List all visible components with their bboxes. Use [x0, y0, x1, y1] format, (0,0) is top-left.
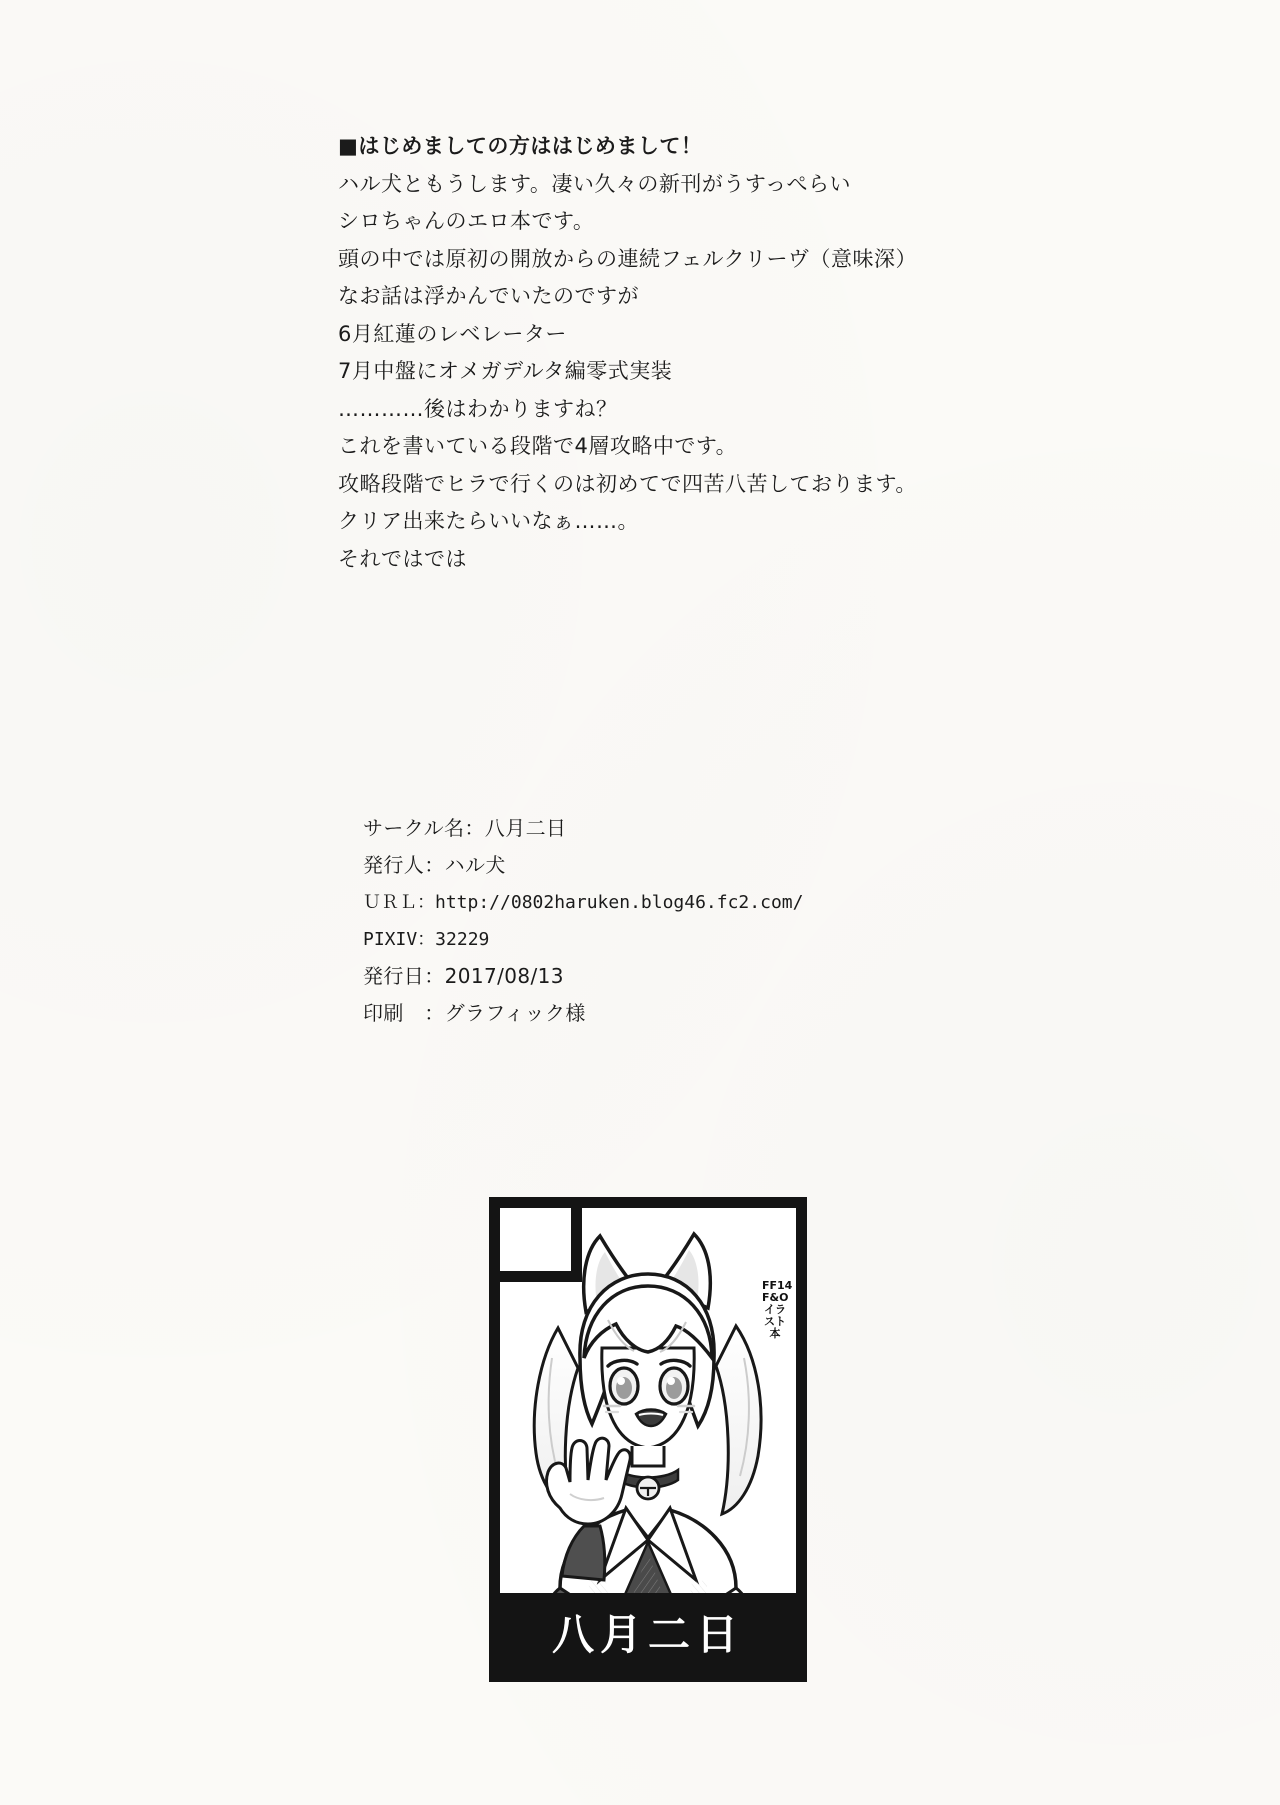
- afterword-text-block: [338, 128, 978, 578]
- afterword-line: 7月中盤にオメガデルタ編零式実装: [338, 359, 673, 383]
- cover-thumbnail: [489, 1197, 807, 1682]
- afterword-line: それではでは: [338, 546, 467, 571]
- afterword-line: 頭の中では原初の開放からの連続フェルクリーヴ（意味深）: [338, 246, 918, 271]
- afterword-line: 6月紅蓮のレベレーター: [338, 321, 567, 346]
- afterword-line: ■はじめましての方ははじめまして！: [338, 134, 703, 158]
- colophon-url: ＵＲＬ：http://0802haruken.blog46.fc2.com/: [363, 892, 804, 913]
- colophon-publisher: 発行人：ハル犬: [363, 853, 506, 877]
- afterword-line: …………後はわかりますね？: [338, 396, 618, 421]
- afterword-line: シロちゃんのエロ本です。: [338, 209, 595, 233]
- afterword-line: 攻略段階でヒラで行くのは初めてで四苦八苦しております。: [338, 471, 917, 496]
- cover-corner-frame: [500, 1208, 582, 1282]
- afterword-line: なお話は浮かんでいたのですが: [338, 284, 639, 308]
- afterword-line: ハル犬ともうします。凄い久々の新刊がうすっぺらい: [338, 171, 852, 196]
- colophon-pixiv-id: PIXIV：32229: [363, 929, 490, 950]
- afterword-line: これを書いている段階で4層攻略中です。: [338, 434, 738, 458]
- afterword-line: クリア出来たらいいなぁ……。: [338, 509, 639, 533]
- colophon-circle-name: サークル名：八月二日: [363, 816, 567, 840]
- cover-thumbnail-inner: [500, 1208, 796, 1671]
- colophon-publication-date: 発行日：2017/08/13: [363, 964, 564, 988]
- cover-side-label: FF14 F&O イラスト 本: [762, 1279, 793, 1340]
- colophon-printer: 印刷 ：グラフィック様: [363, 1001, 586, 1025]
- cover-title: 八月二日: [500, 1593, 796, 1671]
- colophon-block: [363, 810, 1003, 1032]
